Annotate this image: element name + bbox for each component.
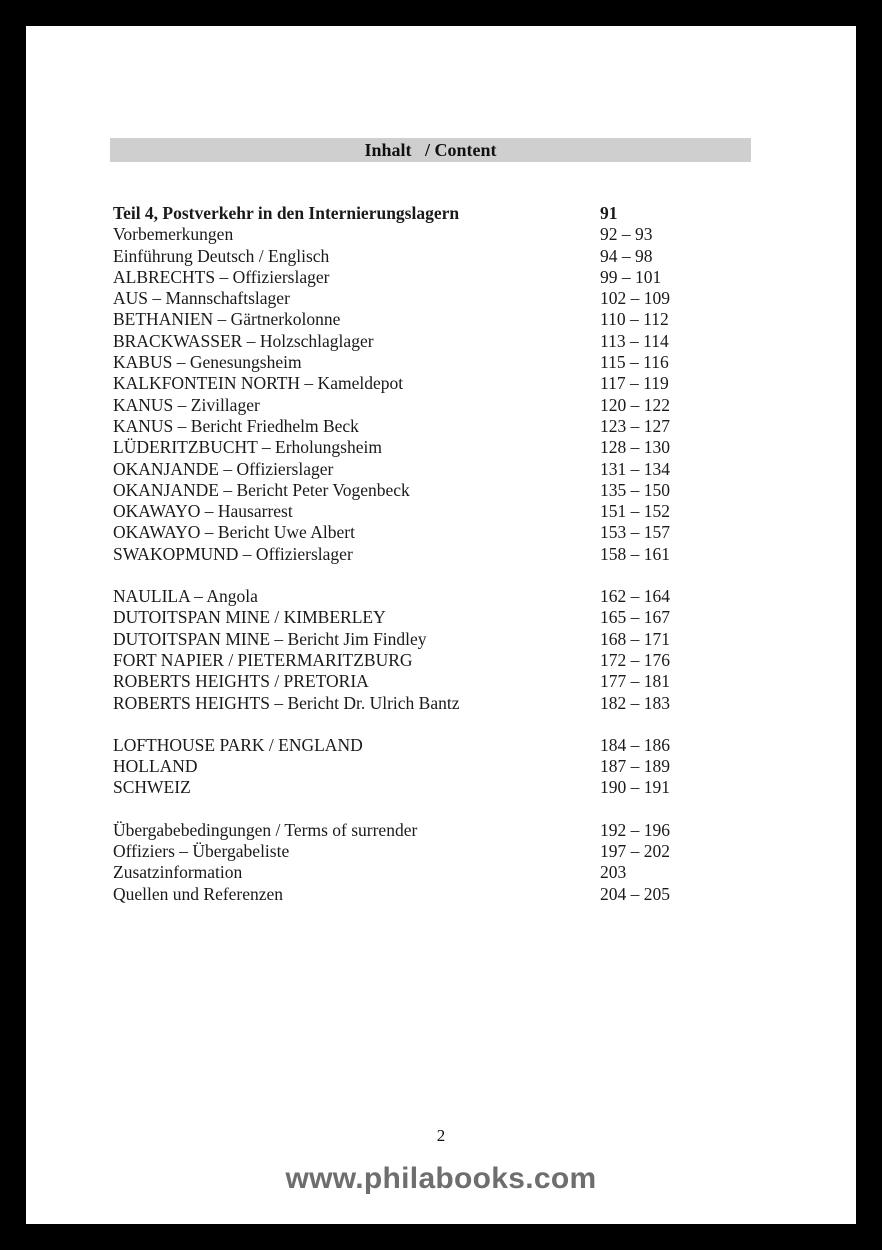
toc-entry bbox=[113, 586, 713, 607]
toc-entry bbox=[113, 820, 713, 841]
watermark-url: www.philabooks.com bbox=[285, 1162, 597, 1195]
section-spacer bbox=[113, 799, 713, 820]
toc-entry-title: BRACKWASSER – Holzschlaglager bbox=[113, 330, 374, 351]
toc-entry-title: ALBRECHTS – Offizierslager bbox=[113, 266, 330, 287]
toc-entry-title: LÜDERITZBUCHT – Erholungsheim bbox=[113, 437, 382, 458]
toc-entry bbox=[113, 352, 713, 373]
toc-entry-pages: 192 – 196 bbox=[600, 819, 670, 840]
toc-entry-title: KALKFONTEIN NORTH – Kameldepot bbox=[113, 373, 404, 394]
toc-entry-pages: 165 – 167 bbox=[600, 607, 670, 628]
toc-entry-pages: 92 – 93 bbox=[600, 224, 653, 245]
toc-entry-title: DUTOITSPAN MINE – Bericht Jim Findley bbox=[113, 628, 427, 649]
toc-entry-pages: 120 – 122 bbox=[600, 394, 670, 415]
toc-entry-title: Quellen und Referenzen bbox=[113, 883, 284, 904]
toc-entry-title: Zusatzinformation bbox=[113, 862, 243, 883]
toc-entry bbox=[113, 777, 713, 798]
toc-entry-pages: 128 – 130 bbox=[600, 437, 670, 458]
toc-entry-pages: 91 bbox=[600, 203, 618, 223]
toc-entry bbox=[113, 480, 713, 501]
toc-entry-title: SCHWEIZ bbox=[113, 777, 191, 798]
toc-entry-pages: 94 – 98 bbox=[600, 245, 653, 266]
toc-entry bbox=[113, 756, 713, 777]
toc-entry-title: Teil 4, Postverkehr in den Internierungslagern bbox=[113, 203, 460, 223]
toc-entry-pages: 204 – 205 bbox=[600, 883, 670, 904]
toc-entry-pages: 203 bbox=[600, 862, 627, 883]
toc-entry bbox=[113, 629, 713, 650]
section-spacer bbox=[113, 714, 713, 735]
toc-entry-title: OKAWAYO – Hausarrest bbox=[113, 501, 293, 522]
toc-entry-title: FORT NAPIER / PIETERMARITZBURG bbox=[113, 649, 413, 670]
toc-entry-title: Vorbemerkungen bbox=[113, 224, 234, 245]
toc-entry bbox=[113, 650, 713, 671]
page-number: 2 bbox=[436, 1126, 446, 1145]
toc-entry-pages: 123 – 127 bbox=[600, 415, 670, 436]
toc-entry-pages: 153 – 157 bbox=[600, 522, 670, 543]
toc-entry-pages: 151 – 152 bbox=[600, 501, 670, 522]
toc-entry-title: LOFTHOUSE PARK / ENGLAND bbox=[113, 734, 363, 755]
toc-entry-pages: 172 – 176 bbox=[600, 649, 670, 670]
contents-heading-bar bbox=[110, 138, 751, 162]
toc-entry bbox=[113, 203, 713, 224]
toc-entry-title: OKANJANDE – Bericht Peter Vogenbeck bbox=[113, 479, 410, 500]
toc-entry bbox=[113, 693, 713, 714]
toc-entry-title: AUS – Mannschaftslager bbox=[113, 288, 290, 309]
toc-entry bbox=[113, 246, 713, 267]
toc-entry bbox=[113, 288, 713, 309]
toc-entry-title: BETHANIEN – Gärtnerkolonne bbox=[113, 309, 341, 330]
toc-entry bbox=[113, 416, 713, 437]
toc-entry-title: ROBERTS HEIGHTS / PRETORIA bbox=[113, 671, 369, 692]
toc-entry-title: HOLLAND bbox=[113, 756, 198, 777]
toc-entry-pages: 197 – 202 bbox=[600, 841, 670, 862]
toc-entry-title: KABUS – Genesungsheim bbox=[113, 352, 302, 373]
toc-entry-title: OKANJANDE – Offizierslager bbox=[113, 458, 334, 479]
toc-entry bbox=[113, 459, 713, 480]
toc-entry-pages: 135 – 150 bbox=[600, 479, 670, 500]
toc-entry bbox=[113, 862, 713, 883]
toc-entry-title: KANUS – Bericht Friedhelm Beck bbox=[113, 415, 359, 436]
toc-entry-pages: 158 – 161 bbox=[600, 543, 670, 564]
toc-entry-pages: 99 – 101 bbox=[600, 266, 662, 287]
toc-entry bbox=[113, 373, 713, 394]
toc-entry bbox=[113, 267, 713, 288]
toc-entry bbox=[113, 224, 713, 245]
toc-entry-pages: 184 – 186 bbox=[600, 734, 670, 755]
toc-entry-pages: 182 – 183 bbox=[600, 692, 670, 713]
contents-heading: Inhalt / Content bbox=[364, 140, 497, 160]
toc-entry bbox=[113, 884, 713, 905]
toc-entry bbox=[113, 522, 713, 543]
toc-entry-pages: 110 – 112 bbox=[600, 309, 669, 330]
toc-entry-pages: 102 – 109 bbox=[600, 288, 670, 309]
toc-entry bbox=[113, 309, 713, 330]
toc-entry bbox=[113, 395, 713, 416]
toc-entry-title: NAULILA – Angola bbox=[113, 586, 258, 607]
toc-entry-pages: 162 – 164 bbox=[600, 586, 670, 607]
toc-entry-pages: 113 – 114 bbox=[600, 330, 669, 351]
toc-entry-title: Einführung Deutsch / Englisch bbox=[113, 245, 330, 266]
table-of-contents bbox=[113, 203, 713, 905]
toc-entry-title: DUTOITSPAN MINE / KIMBERLEY bbox=[113, 607, 386, 628]
toc-entry-pages: 131 – 134 bbox=[600, 458, 670, 479]
toc-entry-title: ROBERTS HEIGHTS – Bericht Dr. Ulrich Bantz bbox=[113, 692, 460, 713]
toc-entry-title: KANUS – Zivillager bbox=[113, 394, 260, 415]
toc-entry-pages: 117 – 119 bbox=[600, 373, 669, 394]
toc-entry-title: SWAKOPMUND – Offizierslager bbox=[113, 543, 353, 564]
toc-entry bbox=[113, 544, 713, 565]
toc-entry-pages: 168 – 171 bbox=[600, 628, 670, 649]
toc-entry-title: OKAWAYO – Bericht Uwe Albert bbox=[113, 522, 355, 543]
toc-entry-title: Übergabebedingungen / Terms of surrender bbox=[113, 819, 418, 840]
toc-entry bbox=[113, 331, 713, 352]
toc-entry bbox=[113, 437, 713, 458]
toc-entry-pages: 177 – 181 bbox=[600, 671, 670, 692]
toc-entry bbox=[113, 501, 713, 522]
document-page bbox=[26, 26, 856, 1224]
toc-entry-title: Offiziers – Übergabeliste bbox=[113, 841, 290, 862]
toc-entry-pages: 190 – 191 bbox=[600, 777, 670, 798]
toc-entry-pages: 187 – 189 bbox=[600, 756, 670, 777]
toc-entry bbox=[113, 735, 713, 756]
toc-entry bbox=[113, 671, 713, 692]
section-spacer bbox=[113, 565, 713, 586]
toc-entry bbox=[113, 841, 713, 862]
toc-entry-pages: 115 – 116 bbox=[600, 352, 669, 373]
toc-entry bbox=[113, 607, 713, 628]
